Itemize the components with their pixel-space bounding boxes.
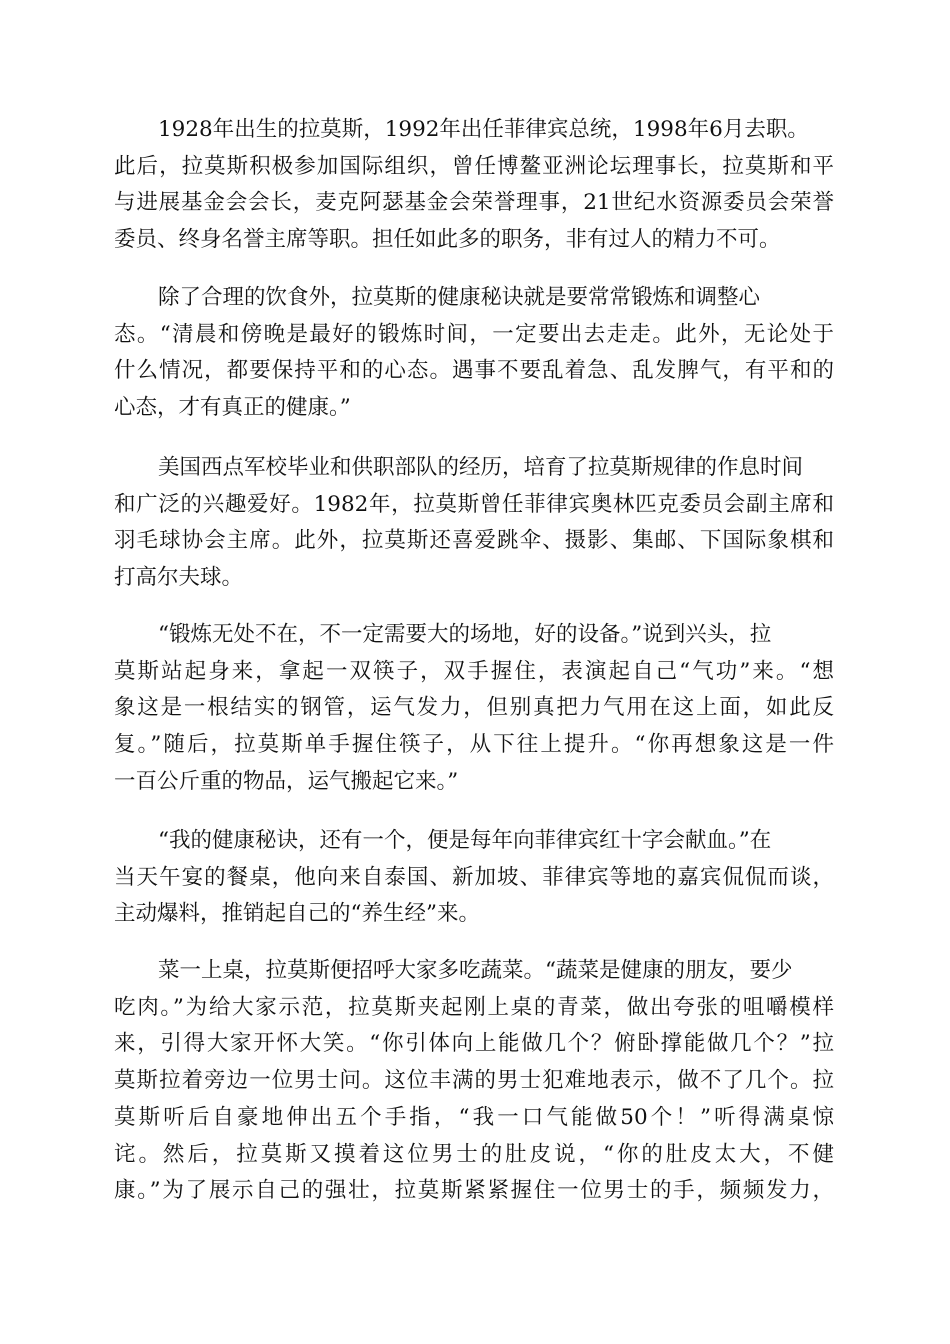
text-line: 主动爆料，推销起自己的“养生经”来。 xyxy=(114,901,480,927)
text-line: “锻炼无处不在，不一定需要大的场地，好的设备。”说到兴头，拉 xyxy=(158,622,772,647)
text-line: 打高尔夫球。 xyxy=(114,565,244,591)
paragraph-3 xyxy=(114,450,834,597)
text-line: 美国西点军校毕业和供职部队的经历，培育了拉莫斯规律的作息时间 xyxy=(158,455,804,480)
text-line: 康。”为了展示自己的强壮，拉莫斯紧紧握住一位男士的手，频频发力， xyxy=(114,1178,834,1204)
text-line: 莫斯听后自豪地伸出五个手指，“我一口气能做50个！”听得满桌惊 xyxy=(114,1104,834,1130)
text-line: 当天午宴的餐桌，他向来自泰国、新加坡、菲律宾等地的嘉宾侃侃而谈， xyxy=(114,864,834,890)
paragraph-1 xyxy=(114,112,834,259)
text-line: “我的健康秘诀，还有一个，便是每年向菲律宾红十字会献血。”在 xyxy=(158,828,772,853)
text-line: 和广泛的兴趣爱好。1982年，拉莫斯曾任菲律宾奥林匹克委员会副主席和 xyxy=(114,491,834,517)
text-line: 菜一上桌，拉莫斯便招呼大家多吃蔬菜。“蔬菜是健康的朋友，要少 xyxy=(158,958,793,983)
text-line: 态。“清晨和傍晚是最好的锻炼时间，一定要出去走走。此外，无论处于 xyxy=(114,321,834,347)
text-line: 此后，拉莫斯积极参加国际组织，曾任博鳌亚洲论坛理事长，拉莫斯和平 xyxy=(114,153,834,179)
text-line: 1928年出生的拉莫斯，1992年出任菲律宾总统，1998年6月去职。 xyxy=(158,117,809,142)
paragraph-2 xyxy=(114,280,834,427)
text-line: 一百公斤重的物品，运气搬起它来。” xyxy=(114,768,459,794)
text-line: 心态，才有真正的健康。” xyxy=(114,395,351,421)
text-line: 来，引得大家开怀大笑。“你引体向上能做几个？俯卧撑能做几个？”拉 xyxy=(114,1031,834,1057)
text-line: 象这是一根结实的钢管，运气发力，但别真把力气用在这上面，如此反 xyxy=(114,695,834,721)
text-line: 除了合理的饮食外，拉莫斯的健康秘诀就是要常常锻炼和调整心 xyxy=(158,285,761,310)
text-line: 羽毛球协会主席。此外，拉莫斯还喜爱跳伞、摄影、集邮、下国际象棋和 xyxy=(114,528,834,554)
text-line: 委员、终身名誉主席等职。担任如此多的职务，非有过人的精力不可。 xyxy=(114,227,781,253)
text-line: 诧。然后，拉莫斯又摸着这位男士的肚皮说，“你的肚皮太大，不健 xyxy=(114,1141,834,1167)
text-line: 复。”随后，拉莫斯单手握住筷子，从下往上提升。“你再想象这是一件 xyxy=(114,732,834,758)
paragraph-5 xyxy=(114,823,834,933)
text-line: 莫斯拉着旁边一位男士问。这位丰满的男士犯难地表示，做不了几个。拉 xyxy=(114,1068,834,1094)
paragraph-6 xyxy=(114,953,834,1210)
paragraph-4 xyxy=(114,617,834,801)
text-line: 与进展基金会会长，麦克阿瑟基金会荣誉理事，21世纪水资源委员会荣誉 xyxy=(114,190,834,216)
text-line: 什么情况，都要保持平和的心态。遇事不要乱着急、乱发脾气，有平和的 xyxy=(114,358,834,384)
text-line: 莫斯站起身来，拿起一双筷子，双手握住，表演起自己“气功”来。“想 xyxy=(114,658,834,684)
text-line: 吃肉。”为给大家示范，拉莫斯夹起刚上桌的青菜，做出夸张的咀嚼模样 xyxy=(114,994,834,1020)
